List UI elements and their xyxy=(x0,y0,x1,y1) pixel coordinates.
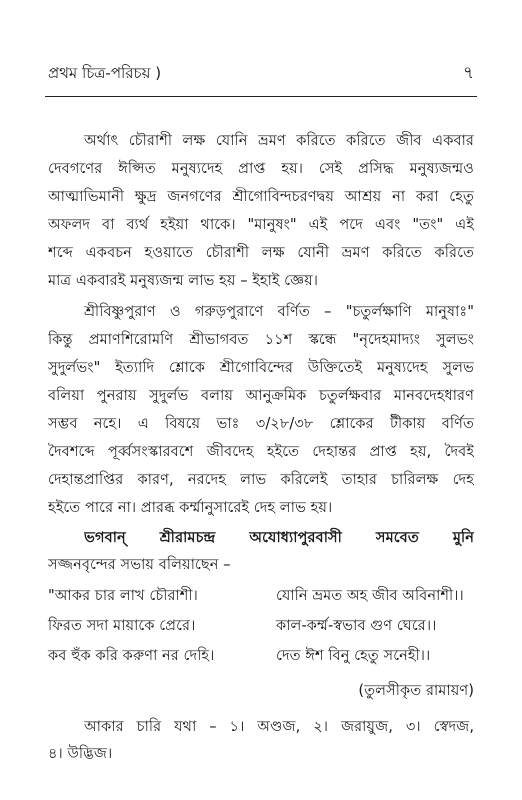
paragraph-2-line: কিন্তু প্রমাণশিরোমণি শ্রীভাগবত ১১শ স্কন্ধে "নৃদেহমাদ্যং সুলভং xyxy=(48,331,474,348)
page-number: ৭ xyxy=(462,63,474,83)
paragraph-1-line: অফলদ বা ব্যর্থ হইয়া থাকে। "মানুষং" এই পদে এবং "তং" এই xyxy=(48,216,474,233)
running-title: প্রথম চিত্র-পরিচয় ) xyxy=(48,64,162,82)
verse-line-right: দেত ঈশ বিনু হেতু সনেহী।। xyxy=(276,647,431,664)
verse-attribution: (তুলসীকৃত রামায়ণ) xyxy=(358,682,474,699)
verse-line-right: যোনি ভ্রমত অহ জীব অবিনাশী।। xyxy=(276,587,464,604)
paragraph-1-line: শব্দে একবচন হওয়াতে চৌরাশী লক্ষ যোনী ভ্রমণ করিতে করিতে xyxy=(48,244,474,261)
verse-line-left: ফিরত সদা মায়াকে প্রেরে। xyxy=(48,617,196,634)
paragraph-3-line: ভগবান্ শ্রীরামচন্দ্র অযোধ্যাপুরবাসী সমবেত মুনি xyxy=(84,529,474,546)
header-rule xyxy=(45,96,477,97)
paragraph-2-line: শ্রীবিষ্ণুপুরাণ ও গরুড়পুরাণে বর্ণিত – "চতুর্লক্ষাণি মানুষাঃ" xyxy=(84,303,474,320)
paragraph-2-line: সম্ভব নহে। এ বিষয়ে ভাঃ ৩/২৮/৩৮ শ্লোকের টীকায় বর্ণিত xyxy=(48,415,474,432)
paragraph-2-line: দেহান্তপ্রাপ্তির কারণ, নরদেহ লাভ করিলেই তাহার চারিলক্ষ দেহ xyxy=(48,471,474,488)
paragraph-1-line: মাত্র একবারই মনুষ্যজন্ম লাভ হয় – ইহাই জ্ঞেয়। xyxy=(48,272,319,289)
paragraph-1-line: অর্থাৎ চৌরাশী লক্ষ যোনি ভ্রমণ করিতে করিতে জীব একবার xyxy=(84,132,474,149)
paragraph-4-line: ৪। উদ্ভিজ। xyxy=(48,745,113,762)
paragraph-4-line: আকার চারি যথা – ১। অণ্ডজ, ২। জরায়ুজ, ৩। স্বেদজ, xyxy=(84,718,474,735)
verse-line-right: কাল-কর্ম্ম-স্বভাব গুণ ঘেরে।। xyxy=(276,617,437,634)
paragraph-2-line: বলিয়া পুনরায় সুদুর্লভ বলায় আনুক্রমিক চতুর্লক্ষবার মানবদেহধারণ xyxy=(48,387,474,404)
verse-line-left: "আকর চার লাখ চৌরাশী। xyxy=(48,587,198,604)
paragraph-3-line: সজ্জনবৃন্দের সভায় বলিয়াছেন – xyxy=(48,556,231,573)
paragraph-1-line: দেবগণের ঈপ্সিত মনুষ্যদেহ প্রাপ্ত হয়। সেই প্রসিদ্ধ মনুষ্যজন্মও xyxy=(48,160,474,177)
paragraph-2-line: দৈবশব্দে পূর্ব্বসংস্কারবশে জীবদেহ হইতে দেহান্তর প্রাপ্ত হয়, দৈবই xyxy=(48,443,474,460)
paragraph-2-line: সুদুর্লভং" ইত্যাদি শ্লোকে শ্রীগোবিন্দের উক্তিতেই মনুষ্যদেহ সুলভ xyxy=(48,359,474,376)
paragraph-1-line: আত্মাভিমানী ক্ষুদ্র জনগণের শ্রীগোবিন্দচরণদ্বয় আশ্রয় না করা হেতু xyxy=(48,188,474,205)
page-header xyxy=(48,58,474,88)
verse-line-left: কব হুঁক করি করুণা নর দেহি। xyxy=(48,647,215,664)
paragraph-2-line: হইতে পারে না। প্রারব্ধ কর্ম্মানুসারেই দেহ লাভ হয়। xyxy=(48,499,333,516)
